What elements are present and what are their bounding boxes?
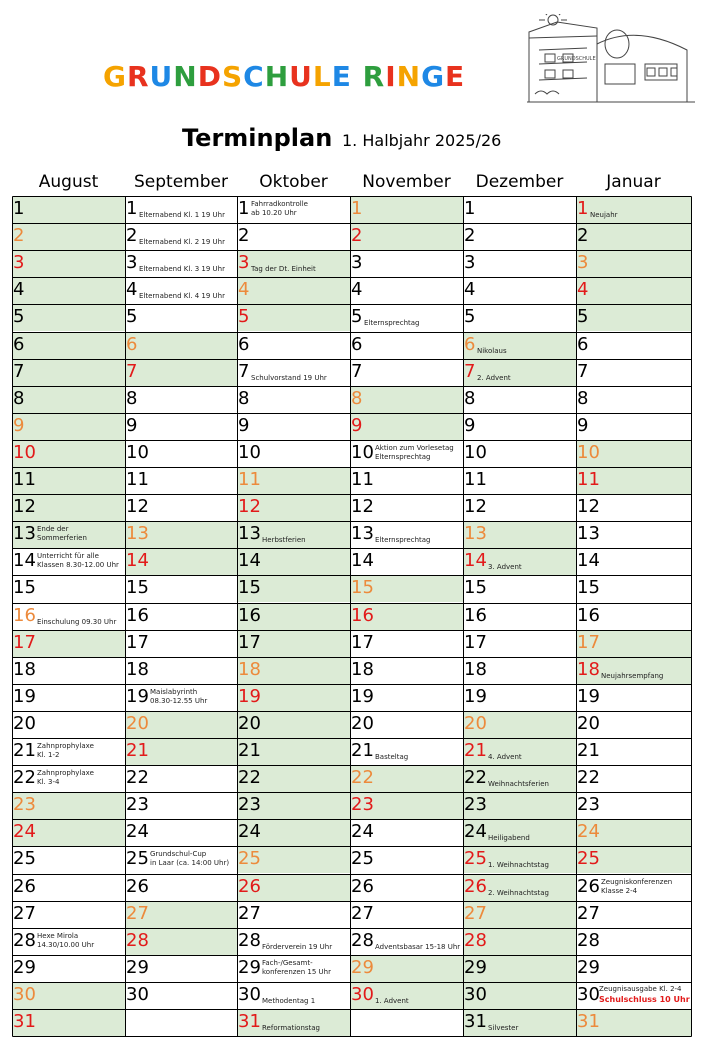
day-number: 22 (351, 767, 374, 789)
day-number: 16 (577, 604, 600, 626)
day-number: 2 (577, 225, 589, 247)
day-number: 9 (13, 414, 25, 436)
day-number: 2 (238, 225, 250, 247)
day-number: 17 (351, 631, 374, 653)
day-number: 9 (126, 414, 138, 436)
day-number: 21 (464, 740, 487, 761)
day-number: 5 (238, 306, 250, 328)
month-header-row (12, 172, 691, 194)
day-number: 27 (351, 902, 374, 924)
day-number: 14 (126, 550, 149, 572)
month-header-november: November (362, 172, 451, 192)
day-number: 17 (238, 631, 261, 653)
day-number: 6 (126, 333, 138, 355)
day-number: 30 (238, 983, 261, 1005)
day-number: 27 (577, 902, 600, 924)
event-note: Herbstferien (262, 536, 306, 545)
school-name-letter: U (289, 60, 313, 93)
day-number: 28 (577, 929, 600, 951)
event-note: Zeugniskonferenzen (601, 877, 673, 886)
event-note: Elternsprechtag (364, 319, 420, 328)
day-number: 31 (13, 1011, 36, 1032)
day-number: 11 (126, 469, 149, 490)
day-number: 28 (238, 929, 261, 951)
day-number: 11 (464, 469, 487, 490)
school-name-letter (352, 60, 363, 93)
grid-lines (12, 196, 692, 1038)
day-number: 9 (238, 414, 250, 436)
day-number: 13 (126, 523, 149, 545)
day-number: 18 (351, 658, 374, 680)
month-header-januar: Januar (606, 172, 661, 192)
day-number: 3 (464, 252, 476, 274)
day-number: 3 (577, 252, 589, 274)
month-header-august: August (38, 172, 99, 192)
event-note: Fahrradkontrolle (251, 200, 308, 208)
page-title: Terminplan (182, 124, 333, 152)
day-number: 19 (351, 685, 374, 707)
day-number: 18 (238, 658, 261, 680)
day-number: 4 (577, 279, 589, 301)
day-number: 19 (238, 685, 261, 707)
event-note: Tag der Dt. Einheit (251, 265, 316, 274)
event-note: Aktion zum Vorlesetag (375, 443, 454, 452)
day-number: 26 (13, 875, 36, 897)
day-number: 18 (126, 658, 149, 680)
day-number: 25 (577, 848, 600, 870)
day-number: 6 (464, 333, 476, 355)
day-number: 5 (464, 306, 476, 328)
day-number: 29 (351, 956, 374, 978)
day-number: 20 (126, 712, 149, 734)
day-number: 21 (126, 740, 149, 761)
day-number: 19 (577, 685, 600, 707)
day-number: 7 (577, 360, 589, 382)
event-note: 2. Weihnachtstag (488, 888, 549, 897)
day-number: 16 (464, 604, 487, 626)
event-note: Ende der (37, 525, 69, 534)
day-number: 12 (464, 496, 487, 518)
day-number: 14 (13, 550, 36, 572)
day-number: 17 (13, 631, 36, 653)
event-note: Nikolaus (477, 346, 507, 355)
day-number: 1 (351, 198, 363, 219)
day-number: 21 (13, 740, 36, 761)
event-note: Förderverein 19 Uhr (262, 942, 333, 951)
school-building-drawing (527, 14, 695, 106)
event-note: Grundschul-Cup (150, 850, 207, 859)
event-note: Fach-/Gesamt- (262, 958, 313, 967)
day-number: 16 (126, 604, 149, 626)
day-number: 1 (126, 198, 138, 219)
day-number: 24 (238, 821, 261, 843)
event-note: Neujahr (590, 211, 618, 219)
event-note: Kl. 3-4 (37, 778, 60, 787)
event-note: Methodentag 1 (262, 996, 316, 1005)
school-name-letter: R (126, 60, 150, 93)
day-number: 16 (238, 604, 261, 626)
event-note: Klassen 8.30-12.00 Uhr (37, 561, 119, 570)
day-number: 30 (464, 983, 487, 1005)
school-name-letter: I (385, 60, 397, 93)
school-name-letter: G (103, 60, 127, 93)
school-name-letter: U (149, 60, 174, 93)
day-number: 23 (238, 794, 261, 816)
day-number: 14 (238, 550, 261, 572)
day-number: 7 (464, 360, 476, 382)
day-number: 15 (577, 577, 600, 599)
day-number: 20 (577, 712, 600, 734)
school-name-letter: G (421, 60, 446, 93)
day-number: 23 (13, 794, 36, 816)
school-name-letter: H (264, 60, 290, 93)
day-number: 2 (126, 225, 138, 247)
event-note: konferenzen 15 Uhr (262, 967, 331, 976)
event-note: Elternsprechtag (375, 536, 431, 545)
school-name-letter: R (362, 60, 386, 93)
event-note: Sommerferien (37, 534, 87, 543)
day-number: 17 (126, 631, 149, 653)
day-number: 22 (464, 767, 487, 789)
day-number: 20 (13, 712, 36, 734)
day-number: 13 (351, 523, 374, 545)
day-number: 1 (13, 198, 25, 219)
day-number: 29 (238, 956, 261, 978)
school-name-letter: D (197, 60, 222, 93)
day-number: 14 (577, 550, 600, 572)
day-number: 15 (464, 577, 487, 599)
day-number: 2 (13, 225, 25, 247)
day-number: 8 (126, 387, 138, 409)
event-note: 4. Advent (488, 753, 522, 761)
day-number: 11 (238, 469, 261, 490)
day-number: 9 (351, 414, 363, 436)
day-number: 15 (13, 577, 36, 599)
day-number: 30 (577, 983, 600, 1005)
day-number: 26 (238, 875, 261, 897)
day-number: 13 (238, 523, 261, 545)
day-number: 6 (577, 333, 589, 355)
day-number: 12 (351, 496, 374, 518)
event-note: Schulschluss 10 Uhr (599, 994, 690, 1004)
day-number: 7 (238, 360, 250, 382)
school-name-letter: N (396, 60, 422, 93)
day-number: 12 (238, 496, 261, 518)
event-note: Elternabend Kl. 2 19 Uhr (139, 238, 225, 247)
day-number: 27 (13, 902, 36, 924)
day-number: 23 (351, 794, 374, 816)
school-name-letter: N (173, 60, 198, 93)
event-note: 14.30/10.00 Uhr (37, 940, 95, 949)
event-note: 3. Advent (488, 563, 522, 572)
day-number: 21 (351, 740, 374, 761)
day-number: 6 (238, 333, 250, 355)
day-number: 27 (238, 902, 261, 924)
event-note: 1. Advent (375, 996, 409, 1005)
school-name-letter: L (312, 60, 332, 93)
event-note: Zahnprophylaxe (37, 769, 94, 778)
calendar-grid (12, 196, 691, 1036)
event-note: Elternabend Kl. 3 19 Uhr (139, 265, 225, 274)
month-header-oktober: Oktober (259, 172, 328, 192)
event-note: Klasse 2-4 (601, 886, 638, 895)
day-number: 11 (351, 469, 374, 490)
day-number: 10 (126, 441, 149, 463)
day-number: 20 (238, 712, 261, 734)
day-number: 18 (464, 658, 487, 680)
day-number: 12 (13, 496, 36, 518)
event-note: Unterricht für alle (37, 552, 99, 561)
day-number: 9 (577, 414, 589, 436)
event-note: in Laar (ca. 14:00 Uhr) (150, 859, 230, 868)
event-note: Hexe Mirola (37, 931, 79, 940)
day-number: 4 (464, 279, 476, 301)
day-number: 9 (464, 414, 476, 436)
day-number: 19 (13, 685, 36, 707)
day-number: 8 (13, 387, 25, 409)
day-number: 4 (351, 279, 363, 301)
event-note: ab 10.20 Uhr (251, 209, 297, 217)
event-note: Neujahrsempfang (601, 671, 664, 680)
school-name-letter: S (221, 60, 244, 93)
day-number: 25 (13, 848, 36, 870)
day-number: 22 (577, 767, 600, 789)
day-number: 31 (238, 1011, 261, 1032)
month-header-dezember: Dezember (475, 172, 564, 192)
day-number: 13 (464, 523, 487, 545)
day-number: 28 (464, 929, 487, 951)
event-note: Heiligabend (488, 834, 530, 843)
day-number: 15 (351, 577, 374, 599)
day-number: 5 (577, 306, 589, 328)
day-number: 1 (577, 198, 589, 219)
day-number: 14 (464, 550, 487, 572)
day-number: 28 (351, 929, 374, 951)
day-number: 7 (13, 360, 25, 382)
event-note: Elternabend Kl. 1 19 Uhr (139, 211, 225, 219)
event-note: Zeugnisausgabe Kl. 2-4 (599, 984, 682, 993)
day-number: 26 (577, 875, 600, 897)
day-number: 27 (126, 902, 149, 924)
day-number: 8 (464, 387, 476, 409)
day-number: 20 (464, 712, 487, 734)
day-number: 23 (126, 794, 149, 816)
day-number: 22 (238, 767, 261, 789)
day-number: 5 (351, 306, 363, 328)
day-number: 5 (126, 306, 138, 328)
day-number: 10 (238, 441, 261, 463)
event-note: Elternsprechtag (375, 452, 431, 461)
day-number: 15 (238, 577, 261, 599)
day-number: 2 (351, 225, 363, 247)
day-number: 10 (351, 441, 374, 463)
event-note: Elternabend Kl. 4 19 Uhr (139, 292, 225, 301)
day-number: 8 (577, 387, 589, 409)
event-note: 2. Advent (477, 373, 511, 382)
event-note: 1. Weihnachtstag (488, 861, 549, 870)
event-note: Silvester (488, 1024, 519, 1032)
day-number: 31 (464, 1011, 487, 1032)
day-number: 10 (577, 441, 600, 463)
page-subtitle: 1. Halbjahr 2025/26 (342, 131, 502, 150)
day-number: 17 (577, 631, 600, 653)
day-number: 4 (238, 279, 250, 301)
day-number: 18 (13, 658, 36, 680)
day-number: 3 (13, 252, 25, 274)
day-number: 21 (238, 740, 261, 761)
day-number: 7 (351, 360, 363, 382)
day-number: 18 (577, 658, 600, 680)
day-number: 27 (464, 902, 487, 924)
day-number: 21 (577, 740, 600, 761)
month-header-september: September (134, 172, 228, 192)
day-number: 6 (351, 333, 363, 355)
event-note: Reformationstag (262, 1024, 320, 1032)
day-number: 29 (126, 956, 149, 978)
day-number: 12 (577, 496, 600, 518)
day-number: 13 (577, 523, 600, 545)
day-number: 10 (464, 441, 487, 463)
day-number: 25 (126, 848, 149, 870)
event-note: Weihnachtsferien (488, 780, 549, 789)
day-number: 10 (13, 441, 36, 463)
day-number: 4 (126, 279, 138, 301)
day-number: 19 (126, 685, 149, 707)
day-number: 22 (13, 767, 36, 789)
day-number: 24 (126, 821, 149, 843)
event-note: Einschulung 09.30 Uhr (37, 617, 117, 626)
svg-text:GRUNDSCHULE: GRUNDSCHULE (557, 56, 596, 62)
day-number: 30 (126, 983, 149, 1005)
event-note: Kl. 1-2 (37, 751, 60, 759)
day-number: 23 (464, 794, 487, 816)
school-name-letter: E (445, 60, 466, 93)
day-number: 11 (577, 469, 600, 490)
day-number: 1 (464, 198, 476, 219)
day-number: 4 (13, 279, 25, 301)
day-number: 26 (351, 875, 374, 897)
day-number: 16 (351, 604, 374, 626)
day-number: 25 (351, 848, 374, 870)
day-number: 11 (13, 469, 36, 490)
day-number: 22 (126, 767, 149, 789)
day-number: 24 (351, 821, 374, 843)
event-note: Schulvorstand 19 Uhr (251, 373, 327, 382)
event-note: Basteltag (375, 753, 409, 761)
day-number: 29 (464, 956, 487, 978)
day-number: 28 (126, 929, 149, 951)
day-number: 15 (126, 577, 149, 599)
school-name-letter: E (331, 60, 352, 93)
day-number: 3 (351, 252, 363, 274)
day-number: 13 (13, 523, 36, 545)
day-number: 16 (13, 604, 36, 626)
event-note: Zahnprophylaxe (37, 742, 94, 750)
day-number: 23 (577, 794, 600, 816)
day-number: 24 (13, 821, 36, 843)
day-number: 19 (464, 685, 487, 707)
event-note: 08.30-12.55 Uhr (150, 696, 208, 705)
day-number: 2 (464, 225, 476, 247)
day-number: 29 (13, 956, 36, 978)
day-number: 8 (238, 387, 250, 409)
day-number: 3 (126, 252, 138, 274)
day-number: 24 (464, 821, 487, 843)
event-note: Maislabyrinth (150, 687, 198, 696)
day-number: 6 (13, 333, 25, 355)
day-number: 26 (464, 875, 487, 897)
day-number: 26 (126, 875, 149, 897)
school-name (103, 60, 465, 93)
day-number: 31 (577, 1011, 600, 1032)
day-number: 25 (464, 848, 487, 870)
day-number: 24 (577, 821, 600, 843)
event-note: Adventsbasar 15-18 Uhr (375, 942, 461, 951)
day-number: 30 (351, 983, 374, 1005)
day-number: 17 (464, 631, 487, 653)
day-number: 14 (351, 550, 374, 572)
day-number: 20 (351, 712, 374, 734)
day-number: 5 (13, 306, 25, 328)
day-number: 30 (13, 983, 36, 1005)
day-number: 25 (238, 848, 261, 870)
day-number: 29 (577, 956, 600, 978)
day-number: 7 (126, 360, 138, 382)
day-number: 3 (238, 252, 250, 274)
day-number: 8 (351, 387, 363, 409)
day-number: 1 (238, 198, 250, 219)
day-number: 28 (13, 929, 36, 951)
day-number: 12 (126, 496, 149, 518)
school-name-letter: C (243, 60, 265, 93)
